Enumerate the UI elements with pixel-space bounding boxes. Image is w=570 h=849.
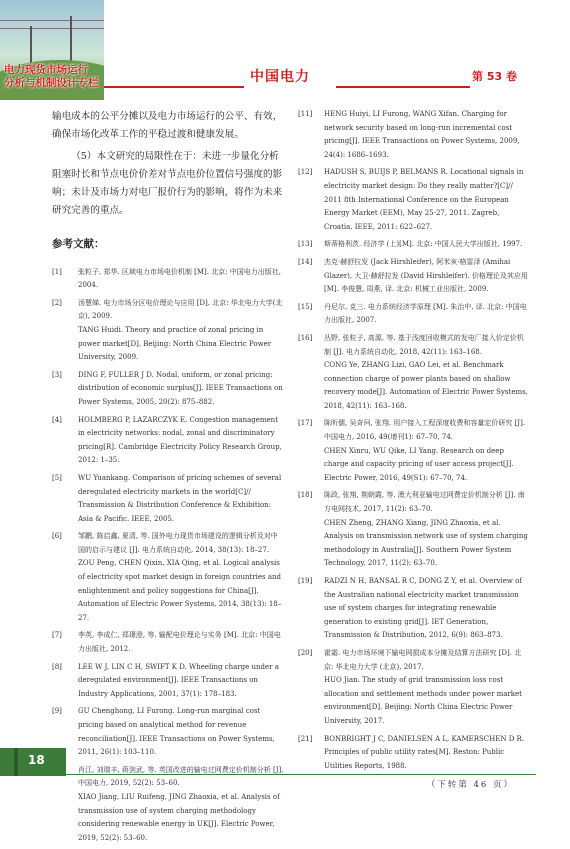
- reference-text-en: BONBRIGHT J C, DANIELSEN A L, KAMERSCHEN D R. Principles of public utility rates[M]. Reston: Public Utilities Reports, 1988.: [324, 734, 525, 770]
- reference-text: [78, 369, 284, 410]
- reference-text-zh: 邹鹏, 陈启鑫, 夏清, 等. 国外电力现货市场建设的逻辑分析及对中国的启示与建议 [J]. 电力系统自动化, 2014, 38(13): 18–27.: [78, 532, 278, 554]
- reference-number: [17]: [298, 419, 313, 428]
- reference-number: [9]: [52, 707, 62, 716]
- reference-text-zh: 陈政, 张翔, 荆朝霞, 等. 澳大利亚输电过网费定价机制分析 [J]. 南方电网技术, 2017, 11(2): 63–70.: [324, 491, 525, 514]
- reference-item: [298, 332, 530, 414]
- reference-number: [12]: [298, 168, 313, 177]
- reference-text-en: CHEN Xinru, WU Qike, LI Yang. Research on deep charge and capacity pricing of user access project[J]. Electric Power, 2016, 49(S1): 67–70, 74.: [324, 446, 514, 482]
- reference-text: [324, 489, 530, 571]
- reference-text: [78, 705, 284, 759]
- reference-number: [19]: [298, 577, 313, 585]
- reference-item: [298, 166, 530, 234]
- reference-text: [324, 256, 530, 297]
- reference-item: [298, 733, 530, 774]
- journal-name: 中国电力: [250, 69, 310, 85]
- reference-text-en: CONG Ye, ZHANG Lizi, GAO Lei, et al. Benchmark connection charge of power plants based on shallow recovery mode[J]. Automation of Electric Power Systems, 2018, 42(11): 163–168.: [324, 361, 528, 410]
- reference-text-zh: 杰克·赫舒拉发 (Jack Hirshleifer), 阿米亥·格雷泽 (Amihai Glazer), 大卫·赫舒拉发 (David Hirshleifer). 价格理论及其应用 [M]. 李俊慧, 周燕, 译. 北京: 机械工业出版社, 2009.: [324, 257, 528, 294]
- reference-text: [324, 647, 530, 729]
- reference-text-zh: 汤慧娣. 电力市场分区电价理论与应用 [D]. 北京: 华北电力大学(北京), 2009.: [78, 298, 283, 321]
- page-number: 18: [28, 753, 45, 767]
- reference-number: [52, 764, 78, 846]
- reference-text-en: HENG Huiyi, LI Furong, WANG Xifan. Charging for network security based on long-run incremental cost pricing[J]. IEEE Transactions on Power Systems, 2009, 24(4): 1686–1693.: [324, 110, 520, 159]
- body-paragraph-1: 输电成本的公平分摊以及电力市场运行的公平、有效，确保市场化改革工作的平稳过渡和健康发展。: [52, 111, 283, 140]
- volume-label: 第 53 卷: [472, 70, 517, 83]
- reference-text: [78, 661, 284, 702]
- reference-text: [324, 301, 530, 328]
- header-rule-right: [336, 86, 470, 88]
- banner-line-1: 电力现货市场运行: [4, 64, 88, 76]
- reference-number: [16]: [298, 333, 313, 342]
- reference-text-en: GU Chenghong, LI Furong. Long-run marginal cost pricing based on analytical method for revenue reconciliation[J]. IEEE Transactions on Power Systems, 2011, 26(1): 103–110.: [78, 707, 275, 757]
- reference-item: [52, 266, 284, 293]
- reference-text: [78, 414, 284, 468]
- reference-text-en: HOLMBERG P, LAZARCZYK E. Congestion management in electricity networks: nodal, zonal and discriminatory pricing[R]. Cambridge Electricity Policy Research Group, 2012: 1–35.: [78, 415, 282, 465]
- reference-item: [52, 629, 284, 656]
- reference-number: [4]: [52, 415, 62, 424]
- reference-text-en: TANG Huidi. Theory and practice of zonal pricing in power market[D]. Beijing: North China Electric Power University, 2009.: [78, 325, 272, 362]
- reference-text-zh: 斯蒂格利茨. 经济学 (上)[M]. 北京: 中国人民大学出版社, 1997.: [324, 240, 523, 249]
- reference-text: [78, 764, 284, 846]
- reference-item: [298, 238, 530, 252]
- reference-text-zh: 陈昕儒, 吴奇珂, 张翔. 用户接入工程深度收费和容量定价研究 [J]. 中国电力, 2016, 49(增刊1): 67–70, 74.: [324, 419, 526, 442]
- reference-number: [20]: [298, 648, 313, 657]
- reference-text: [78, 297, 284, 365]
- reference-text: [324, 166, 530, 234]
- reference-item: [52, 369, 284, 410]
- banner-line-2: 分析与机制设计专栏: [4, 77, 99, 89]
- reference-item: [52, 472, 284, 526]
- reference-text-en: XIAO Jiang, LIU Ruifeng, JING Zhaoxia, et al. Analysis of transmission use of system charging methodology considering renewable energy in UK[J]. Electric Power, 2019, 52(2): 53–60.: [78, 792, 280, 842]
- reference-text-zh: 丹尼尔, 克三. 电力系统经济学原理 [M]. 朱治中, 译. 北京: 中国电力出版社, 2007.: [324, 302, 527, 325]
- reference-text: [324, 332, 530, 414]
- continued-note: （下转第 46 页）: [426, 780, 514, 791]
- reference-text: [324, 575, 530, 643]
- footer-rule: [66, 774, 536, 775]
- reference-item: [298, 417, 530, 485]
- reference-item: [52, 297, 284, 365]
- reference-item: [52, 705, 284, 759]
- reference-text: [78, 629, 284, 656]
- left-column: [52, 108, 284, 849]
- reference-text: [324, 238, 530, 252]
- reference-item: [298, 647, 530, 729]
- column-banner-image: [0, 0, 104, 100]
- right-column: [298, 108, 530, 793]
- reference-item: [52, 414, 284, 468]
- reference-text-zh: 霍霜. 电力市场环境下输电网损成本分摊及结算方法研究 [D]. 北京: 华北电力大学 (北京), 2017.: [324, 648, 522, 671]
- page-number-tab: [0, 748, 66, 776]
- reference-item: [52, 764, 284, 846]
- reference-number: [6]: [52, 532, 62, 541]
- reference-text: [78, 472, 284, 526]
- references-heading: 参考文献：: [52, 238, 105, 250]
- reference-item: [298, 108, 530, 162]
- reference-text-en: HUO Jian. The study of grid transmission loss cost allocation and settlement methods under power market environment[D]. Beijing: North China Electric Power University, 2017.: [324, 676, 522, 725]
- reference-number: [2]: [52, 298, 62, 307]
- reference-text-en: RADZI N H, BANSAL R C, DONG Z Y, et al. Overview of the Australian national electricity market transmission use of system charges for integrating renewable generation to existing grid[J]. IET Generation, Transmission & Distribution, 2012, 6(9): 863–873.: [324, 577, 522, 640]
- reference-number: [18]: [298, 491, 313, 500]
- reference-number: [21]: [298, 734, 313, 743]
- body-paragraph-2: （5）本文研究的局限性在于：未进一步量化分析阻塞时长和节点电价价差对节点电价位置信号强度的影响；未计及市场力对电厂报价行为的影响，将作为未来研究完善的重点。: [52, 151, 283, 216]
- reference-number: [14]: [298, 257, 313, 266]
- reference-list-left: [52, 266, 284, 846]
- reference-text-zh: 张粒子, 郑华. 区域电力市场电价机制 [M]. 北京: 中国电力出版社, 2004.: [78, 267, 282, 290]
- reference-text-en: LEE W J, LIN C H, SWIFT K D. Wheeling charge under a deregulated environment[J]. IEEE Transactions on Industry Applications, 2001, 37(1): 178–183.: [78, 662, 279, 698]
- page-header: [0, 0, 570, 100]
- reference-number: [1]: [52, 267, 62, 276]
- reference-number: [8]: [52, 662, 62, 671]
- reference-text-en: CHEN Zheng, ZHANG Xiang, JING Zhaoxia, et al. Analysis on transmission network use of system charging methodology in Australia[J]. Southern Power System Technology, 2017, 11(2): 63–70.: [324, 518, 528, 568]
- reference-number: [13]: [298, 240, 313, 249]
- reference-text: [324, 733, 530, 774]
- column-banner-title: [4, 64, 104, 90]
- reference-text: [78, 266, 284, 293]
- reference-text-en: DING F, FULLER J D. Nodal, uniform, or zonal pricing: distribution of economic surplus[J]. IEEE Transactions on Power Systems, 2005, 20(2): 875–882.: [78, 370, 283, 406]
- reference-list-right: [298, 108, 530, 773]
- reference-text-en: ZOU Peng, CHEN Qixin, XIA Qing, et al. Logical analysis of electricity spot market design in foreign countries and enlightenment and policy suggestions for China[J]. Automation of Electric Power Systems, 2014, 38(13): 18–27.: [78, 559, 282, 622]
- reference-text-zh: 丛野, 张粒子, 高源, 等. 基于浅度回收模式的发电厂接入价定价机制 [J]. 电力系统自动化, 2018, 42(11): 163–168.: [324, 333, 524, 356]
- reference-text-zh: 李英, 李成仁, 郑璟澄, 等. 输配电价理论与实务 [M]. 北京: 中国电力出版社, 2012.: [78, 631, 281, 654]
- reference-text-en: HADUSH S, BUIJS P, BELMANS R. Locational signals in electricity market design: Do they really matter?[C]// 2011 8th International Conference on the European Energy Market (EEM), May 25-27, 2011. Zagreb, Croatia. IEEE, 2011: 622–627.: [324, 168, 524, 231]
- reference-number: [11]: [298, 110, 313, 118]
- reference-item: [298, 575, 530, 643]
- reference-item: [298, 301, 530, 328]
- reference-text-zh: 肖江, 刘瑞丰, 蒋剑武, 等. 英国改进的输电过网费定价机制分析 [J]. 中国电力, 2019, 52(2): 53–60.: [78, 765, 284, 788]
- reference-item: [298, 489, 530, 571]
- reference-number: [3]: [52, 370, 62, 379]
- reference-text: [324, 417, 530, 485]
- reference-text: [324, 108, 530, 162]
- header-rule-left: [104, 86, 244, 88]
- reference-item: [298, 256, 530, 297]
- reference-item: [52, 530, 284, 625]
- reference-number: [7]: [52, 631, 62, 640]
- reference-number: [15]: [298, 302, 313, 311]
- reference-item: [52, 661, 284, 702]
- reference-text-en: WU Yuankang. Comparison of pricing schemes of several deregulated electricity markets in the world[C]// Transmission & Distribution Conference & Exhibition: Asia & Pacific. IEEE, 2005.: [78, 473, 282, 523]
- reference-text: [78, 530, 284, 625]
- reference-number: [5]: [52, 473, 62, 482]
